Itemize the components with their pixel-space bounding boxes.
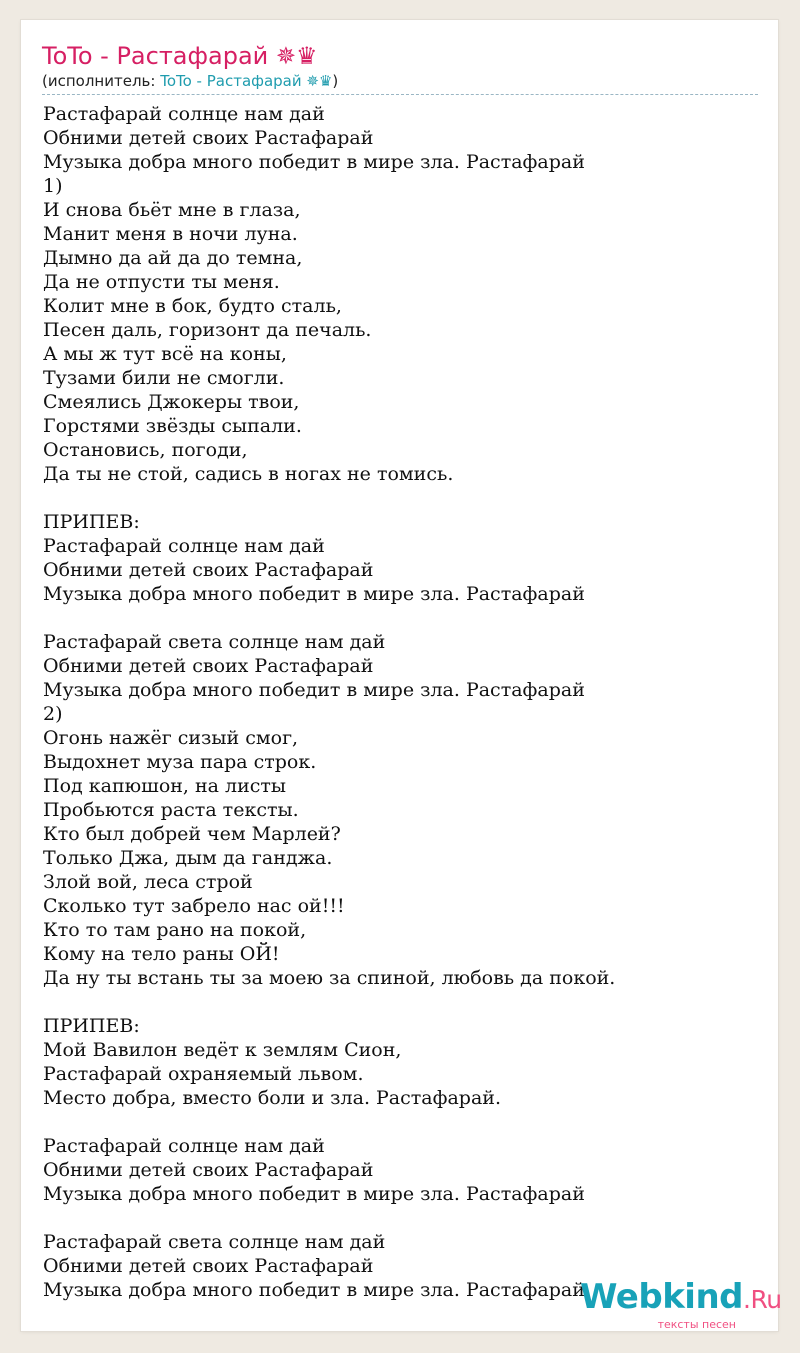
lyrics-line: Растафарай солнце нам дай [43,535,325,557]
lyrics-line: Пробьются раста тексты. [43,799,299,821]
lyrics-line: Да ты не стой, садись в ногах не томись. [43,463,454,485]
lyrics-line: А мы ж тут всё на коны, [43,343,287,365]
lyrics-line: Обними детей своих Растафарай [43,1255,374,1277]
artist-line [42,72,758,95]
lyrics-line: Обними детей своих Растафарай [43,127,374,149]
logo-suffix: .Ru [743,1285,782,1314]
lyrics-text [43,102,763,1302]
lyrics-line: Музыка добра много победит в мире зла. Растафарай [43,1183,585,1205]
lyrics-line: Только Джа, дым да ганджа. [43,847,333,869]
lyrics-line: Обними детей своих Растафарай [43,1159,374,1181]
lyrics-line: Под капюшон, на листы [43,775,287,797]
lyrics-line: Обними детей своих Растафарай [43,655,374,677]
lyrics-line: 1) [43,175,63,197]
song-header [42,40,758,95]
lyrics-blank-line [43,486,763,510]
logo-wordmark [580,1277,782,1318]
artist-link[interactable]: ToTo - Растафарай ✵♛ [160,72,333,90]
lyrics-line: ПРИПЕВ: [43,511,140,533]
lyrics-blank-line [43,1206,763,1230]
lyrics-line: Огонь нажёг сизый смог, [43,727,299,749]
lyrics-line: Да не отпусти ты меня. [43,271,280,293]
lyrics-line: 2) [43,703,63,725]
logo-main-text: Webkind [580,1277,743,1317]
lyrics-line: И снова бьёт мне в глаза, [43,199,301,221]
site-logo[interactable] [580,1277,782,1331]
lyrics-blank-line [43,990,763,1014]
lyrics-line: Кому на тело раны ОЙ! [43,943,280,965]
lyrics-line: Растафарай солнце нам дай [43,1135,325,1157]
lyrics-line: Обними детей своих Растафарай [43,559,374,581]
page-title: ToTo - Растафарай ✵♛ [42,42,318,70]
lyrics-line: Колит мне в бок, будто сталь, [43,295,342,317]
lyrics-line: Музыка добра много победит в мире зла. Растафарай [43,679,585,701]
lyrics-line: Выдохнет муза пара строк. [43,751,317,773]
lyrics-line: Музыка добра много победит в мире зла. Растафарай [43,583,585,605]
lyrics-line: Растафарай света солнце нам дай [43,631,386,653]
lyrics-line: Дымно да ай да до темна, [43,247,303,269]
lyrics-line: Злой вой, леса строй [43,871,253,893]
lyrics-line: Песен даль, горизонт да печаль. [43,319,372,341]
lyrics-line: Музыка добра много победит в мире зла. Растафарай [43,1279,585,1301]
lyrics-line: Горстями звёзды сыпали. [43,415,302,437]
lyrics-line: Место добра, вместо боли и зла. Растафарай. [43,1087,502,1109]
lyrics-line: Растафарай света солнце нам дай [43,1231,386,1253]
lyrics-line: Мой Вавилон ведёт к землям Сион, [43,1039,402,1061]
lyrics-line: Кто был добрей чем Марлей? [43,823,341,845]
lyrics-line: Смеялись Джокеры твои, [43,391,300,413]
lyrics-blank-line [43,1110,763,1134]
lyrics-line: Растафарай охраняемый львом. [43,1063,364,1085]
artist-prefix: (исполнитель: [42,72,161,90]
logo-tagline: тексты песен [657,1318,736,1331]
lyrics-line: Сколько тут забрело нас ой!!! [43,895,345,917]
lyrics-line: Да ну ты встань ты за моею за спиной, любовь да покой. [43,967,616,989]
lyrics-line: Кто то там рано на покой, [43,919,307,941]
lyrics-line: Растафарай солнце нам дай [43,103,325,125]
lyrics-line: Музыка добра много победит в мире зла. Растафарай [43,151,585,173]
lyrics-line: ПРИПЕВ: [43,1015,140,1037]
lyrics-line: Остановись, погоди, [43,439,248,461]
lyrics-line: Манит меня в ночи луна. [43,223,298,245]
artist-suffix: ) [332,72,339,90]
lyrics-line: Тузами били не смогли. [43,367,285,389]
lyrics-blank-line [43,606,763,630]
